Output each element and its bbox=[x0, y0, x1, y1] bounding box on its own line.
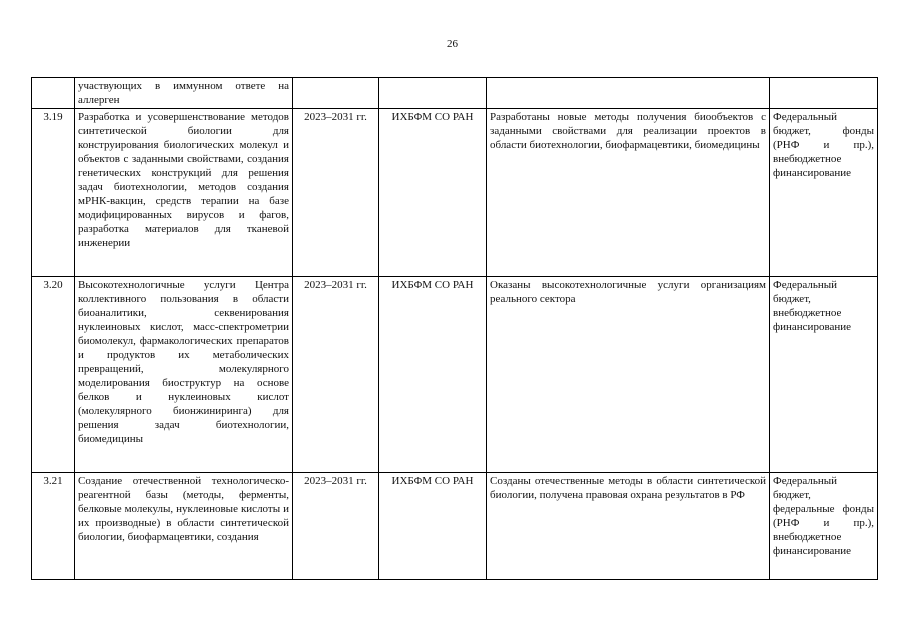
activity-period: 2023–2031 гг. bbox=[293, 473, 379, 580]
row-number: 3.20 bbox=[32, 277, 75, 473]
expected-result bbox=[487, 78, 770, 109]
responsible-org bbox=[379, 78, 487, 109]
expected-result: Оказаны высокотехнологичные услуги организациям реального сектора bbox=[487, 277, 770, 473]
activity-period: 2023–2031 гг. bbox=[293, 277, 379, 473]
activities-table bbox=[31, 77, 878, 580]
table-row bbox=[32, 277, 878, 473]
table-row bbox=[32, 473, 878, 580]
responsible-org: ИХБФМ СО РАН bbox=[379, 277, 487, 473]
table-row bbox=[32, 109, 878, 277]
page-number: 26 bbox=[447, 38, 458, 50]
activity-name: Высокотехнологичные услуги Центра коллективного пользования в области биоаналитики, секвенирования нуклеиновых кислот, масс-спектрометрии биомолекул, фармакологических препаратов и продуктов их метаболических превращений, молекулярного моделирования биоструктур на основе белков и нуклеиновых кислот (молекулярного бионжиниринга) для решения задач биотехнологии, биомедицины bbox=[75, 277, 293, 473]
activity-name: участвующих в иммунном ответе на аллерген bbox=[75, 78, 293, 109]
funding-source: Федеральный бюджет, фонды (РНФ и пр.), внебюджетное финансирование bbox=[770, 109, 878, 277]
funding-source bbox=[770, 78, 878, 109]
table-row bbox=[32, 78, 878, 109]
row-number: 3.21 bbox=[32, 473, 75, 580]
expected-result: Разработаны новые методы получения биообъектов с заданными свойствами для реализации проектов в области биотехнологии, биофармацевтики, биомедицины bbox=[487, 109, 770, 277]
responsible-org: ИХБФМ СО РАН bbox=[379, 473, 487, 580]
responsible-org: ИХБФМ СО РАН bbox=[379, 109, 487, 277]
row-number bbox=[32, 78, 75, 109]
row-number: 3.19 bbox=[32, 109, 75, 277]
activity-name: Разработка и усовершенствование методов синтетической биологии для конструирования биологических молекул и объектов с заданными свойствами, создания генетических конструкций для решения задач биотехнологии, методов создания мРНК-вакцин, средств терапии на базе модифицированных вирусов и фагов, разработка материалов для тканевой инженерии bbox=[75, 109, 293, 277]
funding-source: Федеральный бюджет, федеральные фонды (РНФ и пр.), внебюджетное финансирование bbox=[770, 473, 878, 580]
activity-name: Создание отечественной технологическо-реагентной базы (методы, ферменты, белковые молекулы, нуклеиновые кислоты и их производные) в области синтетической биологии, биофармацевтики, создания bbox=[75, 473, 293, 580]
expected-result: Созданы отечественные методы в области синтетической биологии, получена правовая охрана результатов в РФ bbox=[487, 473, 770, 580]
funding-source: Федеральный бюджет, внебюджетное финансирование bbox=[770, 277, 878, 473]
activity-period: 2023–2031 гг. bbox=[293, 109, 379, 277]
activity-period bbox=[293, 78, 379, 109]
